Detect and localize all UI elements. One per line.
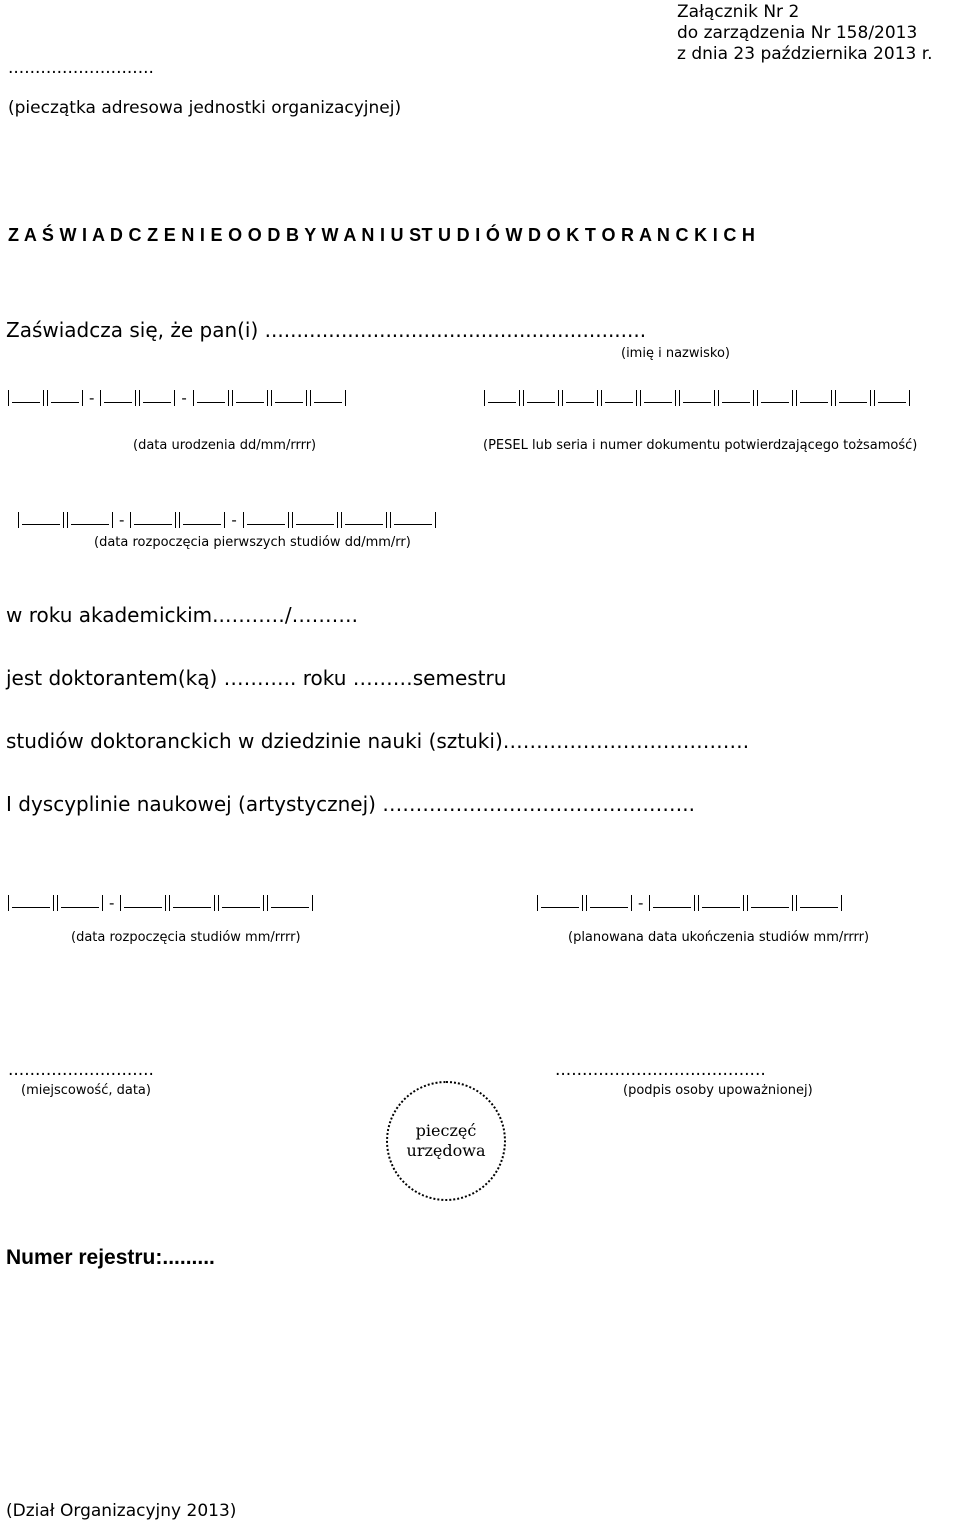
box [484,390,520,406]
box [67,512,113,528]
box [57,895,103,911]
box [130,512,176,528]
dash: - [181,389,187,407]
study-end-boxes [537,893,845,911]
dash: - [638,894,644,912]
box [718,390,754,406]
box [18,512,64,528]
pesel-caption: (PESEL lub seria i numer dokumentu potwierdzającego tożsamość) [483,438,918,453]
address-stamp-label: (pieczątka adresowa jednostki organizacyjnej) [8,98,402,118]
box [8,390,44,406]
study-start-boxes [8,893,316,911]
annex-line-1: Załącznik Nr 2 [677,2,800,22]
box [232,390,268,406]
annex-note [677,2,933,65]
dash: - [109,894,115,912]
box [267,895,313,911]
register-number: Numer rejestru:......... [6,1246,215,1269]
box [169,895,215,911]
box [562,390,598,406]
box [796,895,842,911]
box [586,895,632,911]
box [874,390,910,406]
study-start-caption: (data rozpoczęcia studiów mm/rrrr) [71,930,301,945]
box [292,512,338,528]
box [390,512,436,528]
annex-line-3: z dnia 23 października 2013 r. [677,44,933,64]
official-seal-circle [386,1081,506,1201]
dash: - [89,389,95,407]
signature-caption: (podpis osoby upoważnionej) [623,1083,813,1098]
first-study-date-boxes [18,510,439,528]
department-footer: (Dział Organizacyjny 2013) [6,1501,237,1521]
box [601,390,637,406]
box [8,895,54,911]
box [679,390,715,406]
box [179,512,225,528]
signature-dots: ....................................... [555,1060,766,1080]
box [120,895,166,911]
box [757,390,793,406]
box [649,895,695,911]
place-date-caption: (miejscowość, data) [21,1083,151,1098]
box [796,390,832,406]
dash: - [119,511,125,529]
box [47,390,83,406]
address-stamp-dots: ........................... [8,58,154,78]
box [835,390,871,406]
box [193,390,229,406]
pesel-boxes [484,388,913,406]
box [747,895,793,911]
box [698,895,744,911]
certify-line: Zaświadcza się, że pan(i) ............................................................ [6,318,647,342]
academic-year-line: w roku akademickim..………/………. [6,603,358,627]
box [537,895,583,911]
dash: - [231,511,237,529]
doctoral-student-line: jest doktorantem(ką) ……….. roku ………semestru [6,666,507,690]
box [218,895,264,911]
document-title: Z A Ś W I A D C Z E N I E O O D B Y W A N I U ST U D I Ó W D O K T O R A N C K I C H [8,225,756,245]
seal-line-1: pieczęć [415,1121,477,1140]
annex-line-2: do zarządzenia Nr 158/2013 [677,23,918,43]
seal-line-2: urzędowa [406,1141,486,1160]
box [523,390,559,406]
box [640,390,676,406]
box [341,512,387,528]
study-end-caption: (planowana data ukończenia studiów mm/rrrr) [568,930,870,945]
box [139,390,175,406]
box [243,512,289,528]
box [310,390,346,406]
name-caption: (imię i nazwisko) [621,346,730,361]
box [100,390,136,406]
place-date-dots: ........................... [8,1060,154,1080]
first-study-caption: (data rozpoczęcia pierwszych studiów dd/mm/rr) [94,535,411,550]
birth-date-caption: (data urodzenia dd/mm/rrrr) [133,438,317,453]
discipline-line: I dyscyplinie naukowej (artystycznej) ……………………………………….. [6,792,695,816]
birth-date-boxes [8,388,349,406]
field-of-science-line: studiów doktoranckich w dziedzinie nauki (sztuki)………………………………. [6,729,750,753]
box [271,390,307,406]
